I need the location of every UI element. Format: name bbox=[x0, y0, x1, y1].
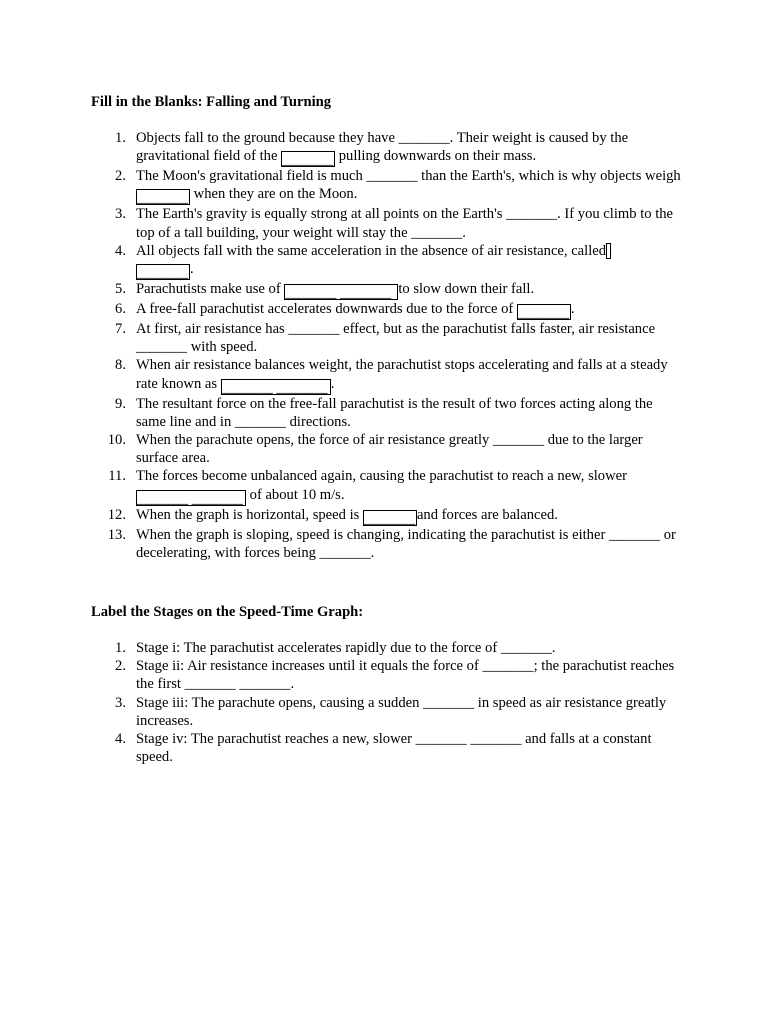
list-item bbox=[115, 242, 681, 282]
item-text: The Moon's gravitational field is much _______ than the Earth's, which is why objects weigh bbox=[136, 168, 681, 185]
item-text: At first, air resistance has _______ effect, but as the parachutist falls faster, air resistance _______ with speed. bbox=[136, 321, 656, 356]
item-text: Parachutists make use of bbox=[136, 281, 285, 298]
item-text: Stage ii: Air resistance increases until it equals the force of _______; the parachutist reaches the first _______ _______. bbox=[136, 658, 675, 693]
answer-box[interactable]: _______ bbox=[137, 190, 189, 207]
list-item bbox=[115, 300, 681, 322]
item-number: 6. bbox=[115, 301, 126, 318]
item-text: Stage iv: The parachutist reaches a new, slower _______ _______ and falls at a constant speed. bbox=[136, 731, 652, 766]
list-item bbox=[115, 129, 681, 169]
list-item bbox=[115, 639, 681, 657]
list-item bbox=[115, 167, 681, 207]
item-number: 10. bbox=[107, 432, 126, 449]
item-text: Stage iii: The parachute opens, causing a sudden _______ in speed as air resistance greatly increases. bbox=[136, 694, 667, 729]
item-text: When air resistance balances weight, the parachutist stops accelerating and falls at a steady rate known as bbox=[136, 357, 668, 392]
item-text: All objects fall with the same acceleration in the absence of air resistance, called bbox=[136, 242, 607, 259]
item-text: . bbox=[190, 261, 194, 278]
list-item bbox=[115, 320, 681, 356]
item-number: 3. bbox=[115, 206, 126, 223]
item-number: 1. bbox=[115, 130, 126, 146]
item-number: 12. bbox=[107, 506, 126, 523]
item-number: 7. bbox=[115, 321, 126, 338]
fill-in-blanks-list bbox=[107, 129, 681, 562]
item-text: pulling downwards on their mass. bbox=[335, 148, 537, 165]
item-number: 4. bbox=[115, 242, 126, 259]
item-text: . bbox=[570, 301, 575, 318]
answer-box[interactable] bbox=[606, 243, 611, 259]
list-item bbox=[107, 506, 681, 527]
list-item bbox=[107, 431, 681, 467]
answer-box[interactable]: _______ _______ bbox=[284, 284, 398, 300]
list-item bbox=[108, 467, 681, 507]
item-number: 13. bbox=[107, 526, 126, 543]
item-number: 2. bbox=[115, 168, 126, 185]
list-item bbox=[115, 657, 681, 693]
item-text: A free-fall parachutist accelerates downwards due to the force of bbox=[136, 301, 517, 318]
item-number: 1. bbox=[115, 640, 126, 656]
item-number: 8. bbox=[115, 357, 126, 374]
item-text: The forces become unbalanced again, causing the parachutist to reach a new, slower bbox=[136, 468, 627, 485]
item-text: Stage i: The parachutist accelerates rapidly due to the force of _______. bbox=[136, 640, 556, 656]
item-text: When the graph is horizontal, speed is bbox=[136, 506, 363, 523]
item-text: When the graph is sloping, speed is changing, indicating the parachutist is either _______ or decelerating, with forces being _______. bbox=[136, 526, 676, 561]
list-item bbox=[115, 205, 681, 241]
section-title-label-stages: Label the Stages on the Speed-Time Graph: bbox=[91, 604, 364, 620]
section-title-fill-in-blanks: Fill in the Blanks: Falling and Turning bbox=[91, 94, 332, 110]
answer-box[interactable]: _______ bbox=[137, 265, 189, 282]
item-number: 2. bbox=[115, 658, 126, 675]
answer-box[interactable]: _______ _______ bbox=[136, 490, 246, 506]
item-text: The Earth's gravity is equally strong at all points on the Earth's _______. If you climb to the top of a tall building, your weight will stay the _______. bbox=[136, 206, 674, 241]
list-item bbox=[115, 280, 681, 302]
item-text: The resultant force on the free-fall parachutist is the result of two forces acting along the same line and in _______ directions. bbox=[136, 395, 653, 430]
answer-box[interactable]: _______ bbox=[517, 305, 569, 322]
item-text: when they are on the Moon. bbox=[190, 186, 358, 203]
item-text: . bbox=[330, 375, 335, 392]
item-text: When the parachute opens, the force of air resistance greatly _______ due to the larger surface area. bbox=[136, 432, 643, 467]
item-text: Objects fall to the ground because they have _______. Their weight is caused by the gravitational field of the bbox=[136, 130, 629, 165]
item-number: 5. bbox=[115, 281, 126, 298]
list-item bbox=[115, 356, 681, 396]
item-number: 4. bbox=[115, 731, 126, 748]
answer-box[interactable]: _______ bbox=[282, 152, 334, 169]
answer-box[interactable]: _______ _______ bbox=[221, 379, 331, 395]
item-number: 9. bbox=[115, 395, 126, 412]
item-text: of about 10 m/s. bbox=[246, 486, 345, 503]
list-item bbox=[115, 694, 681, 730]
stages-list bbox=[115, 639, 681, 766]
list-item bbox=[115, 395, 681, 431]
item-text: and forces are balanced. bbox=[416, 506, 558, 523]
answer-box[interactable]: _______ bbox=[363, 510, 416, 527]
item-number: 11. bbox=[108, 468, 126, 485]
item-text: to slow down their fall. bbox=[398, 281, 535, 298]
list-item bbox=[107, 526, 681, 562]
item-number: 3. bbox=[115, 694, 126, 711]
list-item bbox=[115, 730, 681, 766]
